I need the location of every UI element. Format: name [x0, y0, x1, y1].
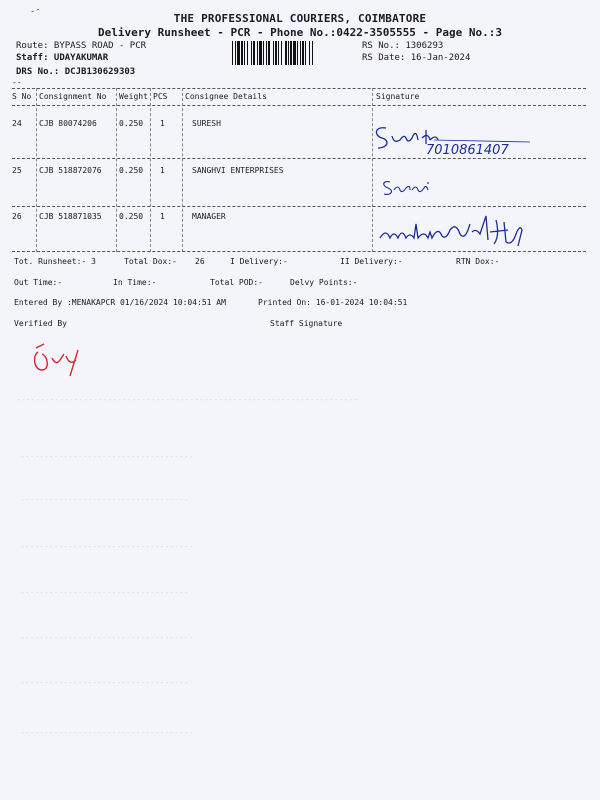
- bleed-through-text: ------------------------------------: [20, 542, 194, 551]
- divider: [12, 206, 586, 207]
- barcode: [232, 41, 354, 65]
- row-pcs: 1: [160, 166, 165, 175]
- bleed-through-text: -----------------------------------: [20, 495, 189, 504]
- col-consignment: Consignment No: [39, 92, 107, 101]
- in-time: In Time:-: [113, 278, 157, 287]
- bleed-through-text: ------------------------------------: [20, 452, 194, 461]
- bleed-through-text: ------------------------------------: [20, 633, 194, 642]
- delvy-points: Delvy Points:-: [290, 278, 358, 287]
- total-dox-value: 26: [195, 257, 205, 266]
- bleed-through-text: -----------------------------------: [20, 588, 189, 597]
- bleed-through-text: -----------------------------------------------------------------------: [16, 395, 358, 404]
- row-consignee: SANGHVI ENTERPRISES: [192, 166, 284, 175]
- column-line: [36, 88, 37, 252]
- row-weight: 0.250: [119, 166, 144, 175]
- row-sno: 24: [12, 119, 22, 128]
- row-consignment: CJB 518871035: [39, 212, 102, 221]
- tot-runsheet: Tot. Runsheet:- 3: [14, 257, 96, 266]
- column-line: [372, 88, 373, 252]
- col-consignee: Consignee Details: [185, 92, 267, 101]
- column-line: [150, 88, 151, 252]
- printed-on: Printed On: 16-01-2024 10:04:51: [258, 298, 408, 307]
- signature-row-25: [380, 176, 450, 200]
- entered-by: Entered By :MENAKAPCR 01/16/2024 10:04:51 AM: [14, 298, 226, 307]
- i-delivery: I Delivery:-: [230, 257, 288, 266]
- row-consignee: MANAGER: [192, 212, 226, 221]
- column-line: [116, 88, 117, 252]
- row-pcs: 1: [160, 212, 165, 221]
- route-text: Route: BYPASS ROAD - PCR: [16, 41, 147, 51]
- verifier-initials: [30, 340, 90, 380]
- row-sno: 25: [12, 166, 22, 175]
- row-pcs: 1: [160, 119, 165, 128]
- company-title: THE PROFESSIONAL COURIERS, COIMBATORE: [173, 12, 427, 25]
- total-dox-label: Total Dox:-: [124, 257, 177, 266]
- col-pcs: PCS: [153, 92, 168, 101]
- staff-signature: Staff Signature: [270, 319, 343, 328]
- verified-by: Verified By: [14, 319, 67, 328]
- divider: [12, 251, 586, 252]
- column-line: [182, 88, 183, 252]
- row-consignee: SURESH: [192, 119, 221, 128]
- divider: [12, 158, 586, 159]
- row-weight: 0.250: [119, 119, 144, 128]
- out-time: Out Time:-: [14, 278, 63, 287]
- left-mark: --: [12, 78, 22, 87]
- ii-delivery: II Delivery:-: [340, 257, 403, 266]
- row-consignment: CJB 518872076: [39, 166, 102, 175]
- signature-row-26: [376, 210, 546, 250]
- header-right-block: [362, 40, 470, 64]
- top-left-mark: --: [28, 4, 43, 18]
- total-pod: Total POD:-: [210, 278, 263, 287]
- bleed-through-text: -----------------------------------: [20, 678, 189, 687]
- rs-date: RS Date: 16-Jan-2024: [362, 53, 471, 63]
- drs-number: DRS No.: DCJB130629303: [16, 67, 136, 77]
- rtn-dox: RTN Dox:-: [456, 257, 500, 266]
- rs-number: RS No.: 1306293: [362, 41, 444, 51]
- header-left-block: [16, 40, 146, 78]
- barcode-bar: [313, 41, 314, 65]
- runsheet-subtitle: Delivery Runsheet - PCR - Phone No.:0422-3505555 - Page No.:3: [98, 26, 502, 39]
- column-headers: [12, 92, 586, 106]
- row-sno: 26: [12, 212, 22, 221]
- divider: [12, 105, 586, 106]
- row-consignment: CJB 80074206: [39, 119, 97, 128]
- staff-text: Staff: UDAYAKUMAR: [16, 53, 109, 63]
- divider: [12, 88, 586, 89]
- signature-row-24: [372, 118, 542, 160]
- col-sno: S No: [12, 92, 32, 101]
- col-signature: Signature: [376, 92, 420, 101]
- col-weight: Weight: [119, 92, 148, 101]
- row-weight: 0.250: [119, 212, 144, 221]
- svg-text:7010861407: 7010861407: [426, 143, 509, 158]
- bleed-through-text: ------------------------------------: [20, 728, 194, 737]
